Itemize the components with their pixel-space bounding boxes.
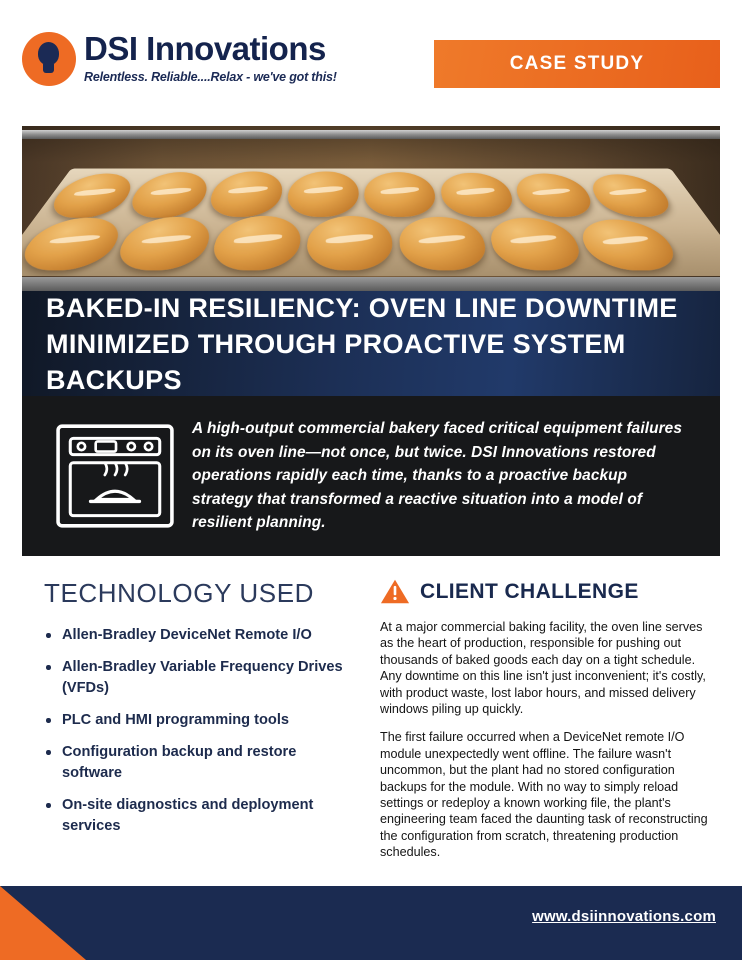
headline-line-2: MINIMIZED THROUGH PROACTIVE SYSTEM BACKUPS [46, 328, 626, 395]
brand-name: DSI Innovations [84, 30, 326, 67]
oven-icon [54, 422, 176, 530]
page-footer [0, 886, 742, 960]
challenge-column [362, 556, 720, 886]
headline-line-1: BAKED-IN RESILIENCY: OVEN LINE DOWNTIME [46, 292, 678, 323]
footer-accent-shape [0, 886, 86, 960]
technology-column [22, 556, 362, 886]
list-item: PLC and HMI programming tools [44, 710, 348, 731]
case-study-badge-label: CASE STUDY [509, 53, 645, 74]
case-study-badge [434, 40, 720, 88]
summary-text: A high-output commercial bakery faced critical equipment failures on its oven line—not once, but twice. DSI Innovations restored operations rapidly each time, thanks to a proactive backup strategy that transformed a reactive situation into a model of resilient planning. [192, 420, 682, 532]
headline-band [22, 291, 720, 396]
bread-rolls [22, 169, 720, 276]
warning-triangle-icon [380, 578, 410, 605]
challenge-heading: CLIENT CHALLENGE [420, 579, 639, 603]
list-item: Allen-Bradley DeviceNet Remote I/O [44, 625, 348, 646]
website-link[interactable]: www.dsiinnovations.com [532, 908, 716, 925]
challenge-paragraph: At a major commercial baking facility, the oven line serves as the heart of production, responsible for pushing out thousands of baked goods each day on a tight schedule. Any downtime on this line isn't just inconvenient; it's costly, with product waste, lost labor hours, and missed delivery windows piling up quickly. [380, 620, 706, 717]
brand-logo [22, 30, 337, 86]
challenge-heading-row [380, 578, 710, 605]
page-header [0, 22, 742, 100]
list-item: Configuration backup and restore software [44, 742, 348, 784]
brand-tagline: Relentless. Reliable....Relax - we've got this! [84, 70, 337, 84]
hero-photo [22, 126, 720, 291]
baking-tray [22, 169, 720, 276]
lightbulb-icon [22, 32, 76, 86]
list-item: Allen-Bradley Variable Frequency Drives (VFDs) [44, 657, 348, 699]
brand-text [84, 30, 337, 84]
lower-content [22, 556, 720, 886]
technology-heading: TECHNOLOGY USED [44, 578, 315, 608]
summary-band [22, 396, 720, 556]
technology-list [44, 625, 348, 837]
challenge-paragraph: The first failure occurred when a DeviceNet remote I/O module unexpectedly went offline. The failure wasn't uncommon, but the plant had no stored configuration backups for the module. With no way to simply reload settings or redeploy a known working file, the plant's engineering team faced the daunting task of reconstructing the configuration from scratch, threatening production schedules. [380, 730, 708, 860]
conveyor-rail-top [22, 130, 720, 139]
list-item: On-site diagnostics and deployment services [44, 795, 348, 837]
